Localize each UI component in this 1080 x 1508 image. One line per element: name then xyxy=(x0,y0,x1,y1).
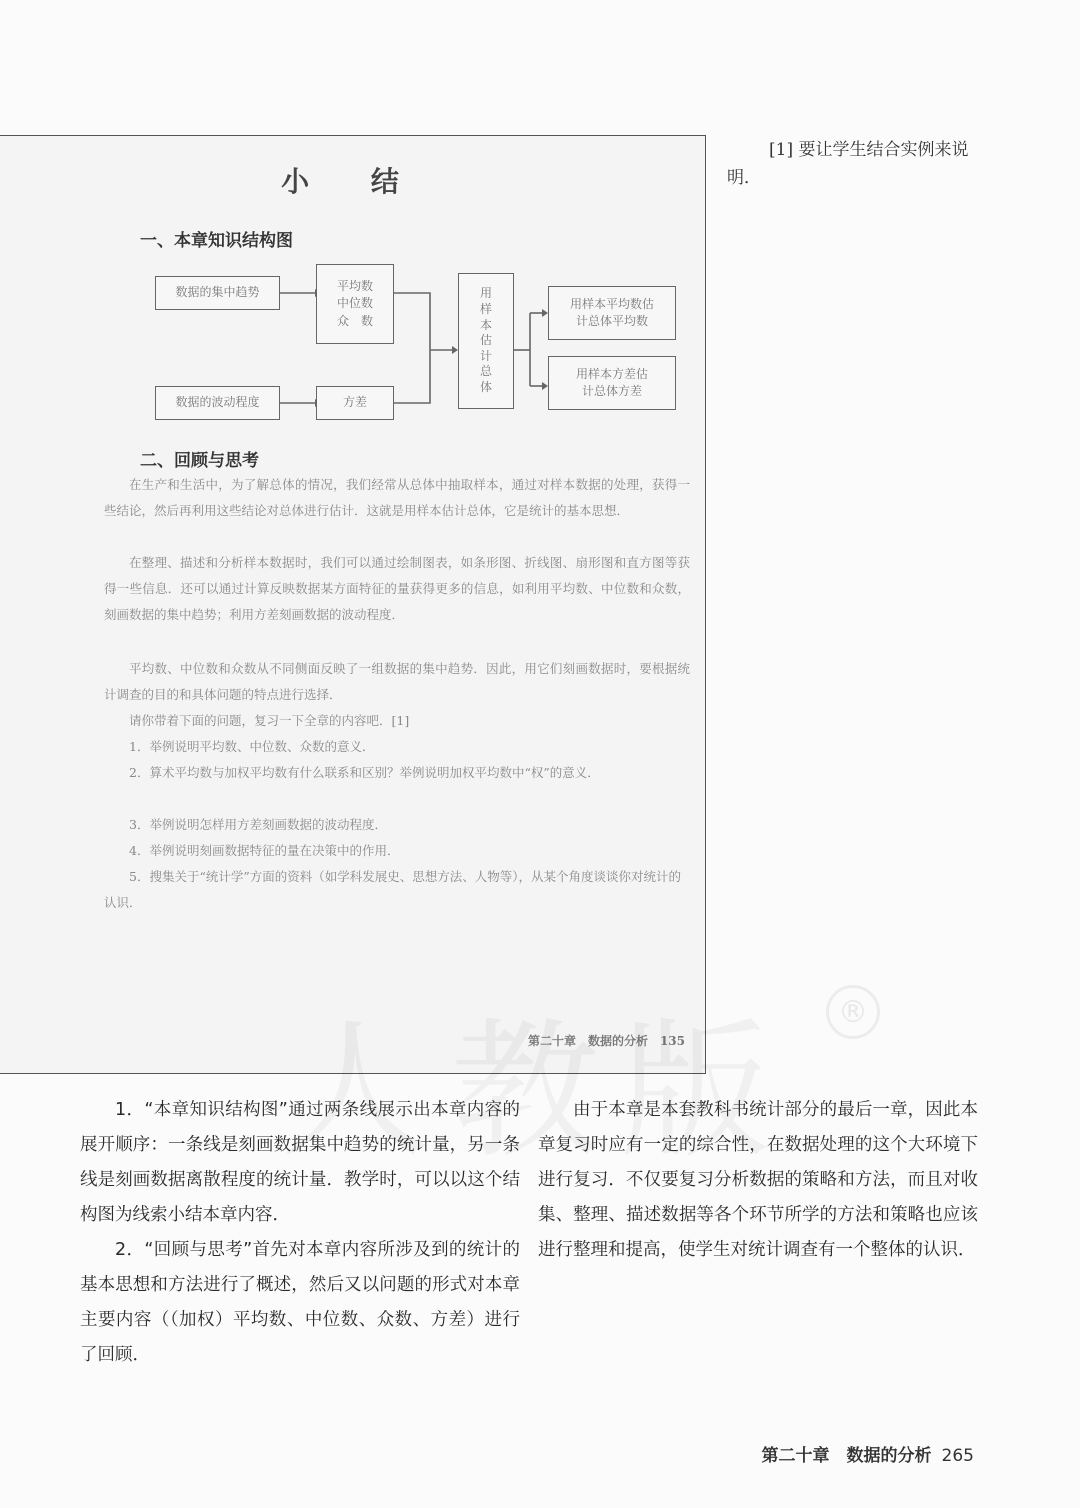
estimate-char: 用 xyxy=(479,286,492,301)
estimate-char: 计 xyxy=(479,348,492,363)
note-ref: [1] xyxy=(769,140,794,160)
estimate-char: 总 xyxy=(479,364,492,379)
node-line: 计总体方差 xyxy=(581,384,642,398)
body-paragraph: 2．“回顾与思考”首先对本章内容所涉及到的统计的基本思想和方法进行了概述，然后又以问题的形式对本章主要内容（（加权）平均数、中位数、众数、方差）进行了回顾． xyxy=(80,1240,520,1365)
review-question: 5．搜集关于“统计学”方面的资料（如学科发展史、思想方法、人物等），从某个角度谈谈你对统计的认识． xyxy=(104,869,681,910)
inset-title: 小 结 xyxy=(281,165,425,198)
section-heading-structure: 一、本章知识结构图 xyxy=(140,231,293,251)
node-estimate-population xyxy=(458,273,514,409)
node-central-tendency: 数据的集中趋势 xyxy=(155,276,280,310)
inset-paragraph: 平均数、中位数和众数从不同侧面反映了一组数据的集中趋势．因此，用它们刻画数据时，要根据统计调查的目的和具体问题的特点进行选择． xyxy=(104,661,690,702)
body-column-right xyxy=(538,1093,978,1268)
registered-mark-icon: ® xyxy=(826,985,880,1039)
node-variance: 方差 xyxy=(316,386,394,420)
margin-note xyxy=(727,136,977,192)
body-paragraph: 1．“本章知识结构图”通过两条线展示出本章内容的展开顺序：一条线是刻画数据集中趋势的统计量，另一条线是刻画数据离散程度的统计量．教学时，可以以这个结构图为线索小结本章内容． xyxy=(80,1100,520,1225)
node-measure-mean: 平均数 xyxy=(336,278,373,293)
node-estimate-variance xyxy=(548,356,676,410)
inset-page-footer: 第二十章 数据的分析 135 xyxy=(527,1034,685,1048)
review-question: 4．举例说明刻画数据特征的量在决策中的作用． xyxy=(129,843,400,858)
node-estimate-mean xyxy=(548,286,676,340)
section-heading-review: 二、回顾与思考 xyxy=(140,451,259,471)
estimate-char: 体 xyxy=(479,379,492,394)
inset-paragraph: 在生产和生活中，为了解总体的情况，我们经常从总体中抽取样本，通过对样本数据的处理，获得一些结论，然后再利用这些结论对总体进行估计．这就是用样本估计总体，它是统计的基本思想． xyxy=(104,477,690,518)
review-question: 2．算术平均数与加权平均数有什么联系和区别？举例说明加权平均数中“权”的意义． xyxy=(129,765,600,780)
review-question: 1．举例说明平均数、中位数、众数的意义． xyxy=(129,739,375,754)
footer-chapter: 第二十章 数据的分析 xyxy=(761,1446,932,1466)
estimate-char: 样 xyxy=(479,302,492,317)
note-text: 要让学生结合实例来说明． xyxy=(727,140,969,188)
node-measure-median: 中位数 xyxy=(336,296,373,311)
estimate-char: 估 xyxy=(479,333,492,348)
inset-paragraph: 请你带着下面的问题，复习一下全章的内容吧．[1] xyxy=(129,713,410,728)
estimate-char: 本 xyxy=(479,317,492,332)
page-number: 265 xyxy=(941,1446,974,1466)
node-measure-mode: 众 数 xyxy=(336,313,373,328)
review-question: 3．举例说明怎样用方差刻画数据的波动程度． xyxy=(129,817,387,832)
node-line: 用样本方差估 xyxy=(575,366,648,381)
body-column-left xyxy=(80,1093,520,1373)
node-line: 计总体平均数 xyxy=(575,314,648,328)
inset-paragraph: 在整理、描述和分析样本数据时，我们可以通过绘制图表，如条形图、折线图、扇形图和直方图等获得一些信息．还可以通过计算反映数据某方面特征的量获得更多的信息，如利用平均数、中位数和众数，刻画数据的集中趋势；利用方差刻画数据的波动程度． xyxy=(104,555,690,622)
page-footer xyxy=(762,1441,974,1466)
body-paragraph: 由于本章是本套教科书统计部分的最后一章，因此本章复习时应有一定的综合性，在数据处理的这个大环境下进行复习．不仅要复习分析数据的策略和方法，而且对收集、整理、描述数据等各个环节所学的方法和策略也应该进行整理和提高，使学生对统计调查有一个整体的认识． xyxy=(538,1100,978,1260)
node-line: 用样本平均数估 xyxy=(569,296,654,311)
textbook-page-image xyxy=(0,135,706,1074)
node-dispersion: 数据的波动程度 xyxy=(155,386,280,420)
node-measures xyxy=(316,264,394,344)
